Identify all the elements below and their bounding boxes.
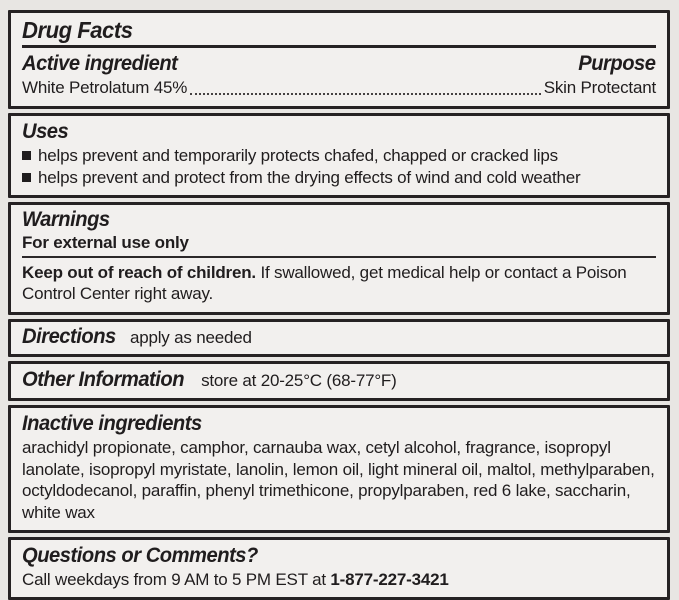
active-ingredient-name: White Petrolatum 45% (22, 78, 188, 97)
uses-item (22, 167, 656, 189)
dotted-leader (190, 93, 541, 95)
keep-out-bold: Keep out of reach of children. (22, 263, 256, 282)
section-warnings (8, 202, 670, 315)
keep-out-rest: If swallowed, get medical help or contact a Poison Control Center right away. (22, 263, 627, 303)
directions-heading: Directions (22, 325, 116, 348)
other-information-text: store at 20-25°C (68-77°F) (201, 371, 397, 390)
active-ingredient-row (22, 77, 656, 99)
warnings-heading: Warnings (22, 208, 110, 231)
purpose-heading: Purpose (578, 52, 656, 75)
title-divider (22, 45, 656, 48)
active-ingredient-header-row (22, 51, 656, 77)
bullet-square-icon (22, 173, 31, 182)
questions-text (22, 569, 656, 590)
section-other-information (8, 361, 670, 401)
bullet-square-icon (22, 151, 31, 160)
section-directions (8, 319, 670, 357)
inactive-ingredients-text: arachidyl propionate, camphor, carnauba wax, cetyl alcohol, fragrance, isopropyl lanolate, isopropyl myristate, lanolin, lemon oil, light mineral oil, maltol, methylparaben, octyldodecanol, paraffin, phenyl trimethicone, propylparaben, red 6 lake, saccharin, white wax (22, 438, 655, 522)
active-ingredient-heading: Active ingredient (22, 52, 178, 75)
section-uses (8, 113, 670, 198)
external-use-line: For external use only (22, 233, 189, 252)
uses-item-text: helps prevent and protect from the drying effects of wind and cold weather (38, 167, 581, 187)
call-weekdays-text: Call weekdays from 9 AM to 5 PM EST at (22, 570, 331, 590)
directions-text: apply as needed (129, 328, 252, 347)
questions-heading: Questions or Comments? (22, 544, 258, 568)
phone-number: 1-877-227-3421 (330, 570, 449, 590)
section-inactive-ingredients (8, 405, 670, 533)
uses-item (22, 145, 656, 167)
drug-facts-title: Drug Facts (22, 17, 133, 43)
section-questions (8, 537, 670, 600)
inactive-ingredients-heading: Inactive ingredients (22, 412, 202, 435)
uses-item-text: helps prevent and temporarily protects chafed, chapped or cracked lips (38, 146, 558, 165)
section-drug-facts-header (8, 10, 670, 109)
uses-heading: Uses (22, 120, 69, 143)
purpose-value: Skin Protectant (543, 78, 656, 97)
other-information-heading: Other Information (22, 368, 185, 391)
keep-out-of-reach-text (22, 262, 656, 304)
warnings-divider (22, 256, 656, 258)
